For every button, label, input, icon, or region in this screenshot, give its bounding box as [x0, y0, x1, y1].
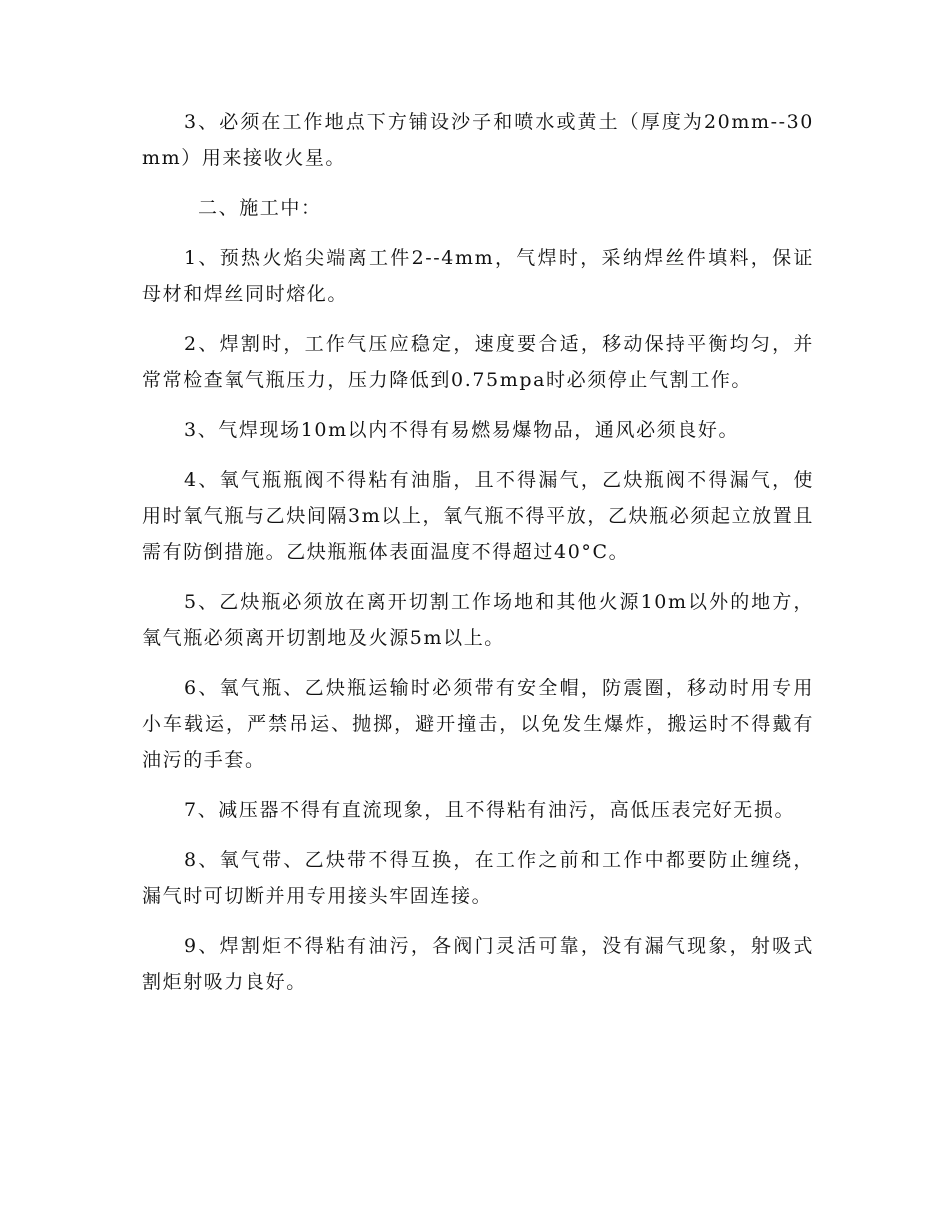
paragraph-6: 5、乙炔瓶必须放在离开切割工作场地和其他火源10m以外的地方，氧气瓶必须离开切割地及火源5m以上。 [142, 591, 814, 649]
paragraph-1: 3、必须在工作地点下方铺设沙子和喷水或黄土（厚度为20mm--30mm）用来接收火星。 [142, 111, 814, 169]
section-heading: 二、施工中： [198, 197, 322, 219]
paragraph-10: 9、焊割炬不得粘有油污，各阀门灵活可靠，没有漏气现象，射吸式割炬射吸力良好。 [142, 935, 814, 993]
paragraph-3: 2、焊割时，工作气压应稳定，速度要合适，移动保持平衡均匀，并常常检查氧气瓶压力，压力降低到0.75mpa时必须停止气割工作。 [142, 333, 814, 391]
paragraph-5: 4、氧气瓶瓶阀不得粘有油脂，且不得漏气，乙炔瓶阀不得漏气，使用时氧气瓶与乙炔间隔3m以上，氧气瓶不得平放，乙炔瓶必须起立放置且需有防倒措施。乙炔瓶瓶体表面温度不得超过40°C。 [142, 469, 814, 563]
paragraph-7: 6、氧气瓶、乙炔瓶运输时必须带有安全帽，防震圈，移动时用专用小车载运，严禁吊运、抛掷，避开撞击，以免发生爆炸，搬运时不得戴有油污的手套。 [142, 677, 814, 771]
paragraph-8: 7、减压器不得有直流现象，且不得粘有油污，高低压表完好无损。 [184, 799, 796, 821]
paragraph-9: 8、氧气带、乙炔带不得互换，在工作之前和工作中都要防止缠绕，漏气时可切断并用专用接头牢固连接。 [142, 849, 814, 907]
paragraph-4: 3、气焊现场10m以内不得有易燃易爆物品，通风必须良好。 [184, 419, 740, 441]
document-page [142, 104, 814, 1014]
paragraph-2: 1、预热火焰尖端离工件2--4mm，气焊时，采纳焊丝件填料，保证母材和焊丝同时熔化。 [142, 247, 814, 305]
